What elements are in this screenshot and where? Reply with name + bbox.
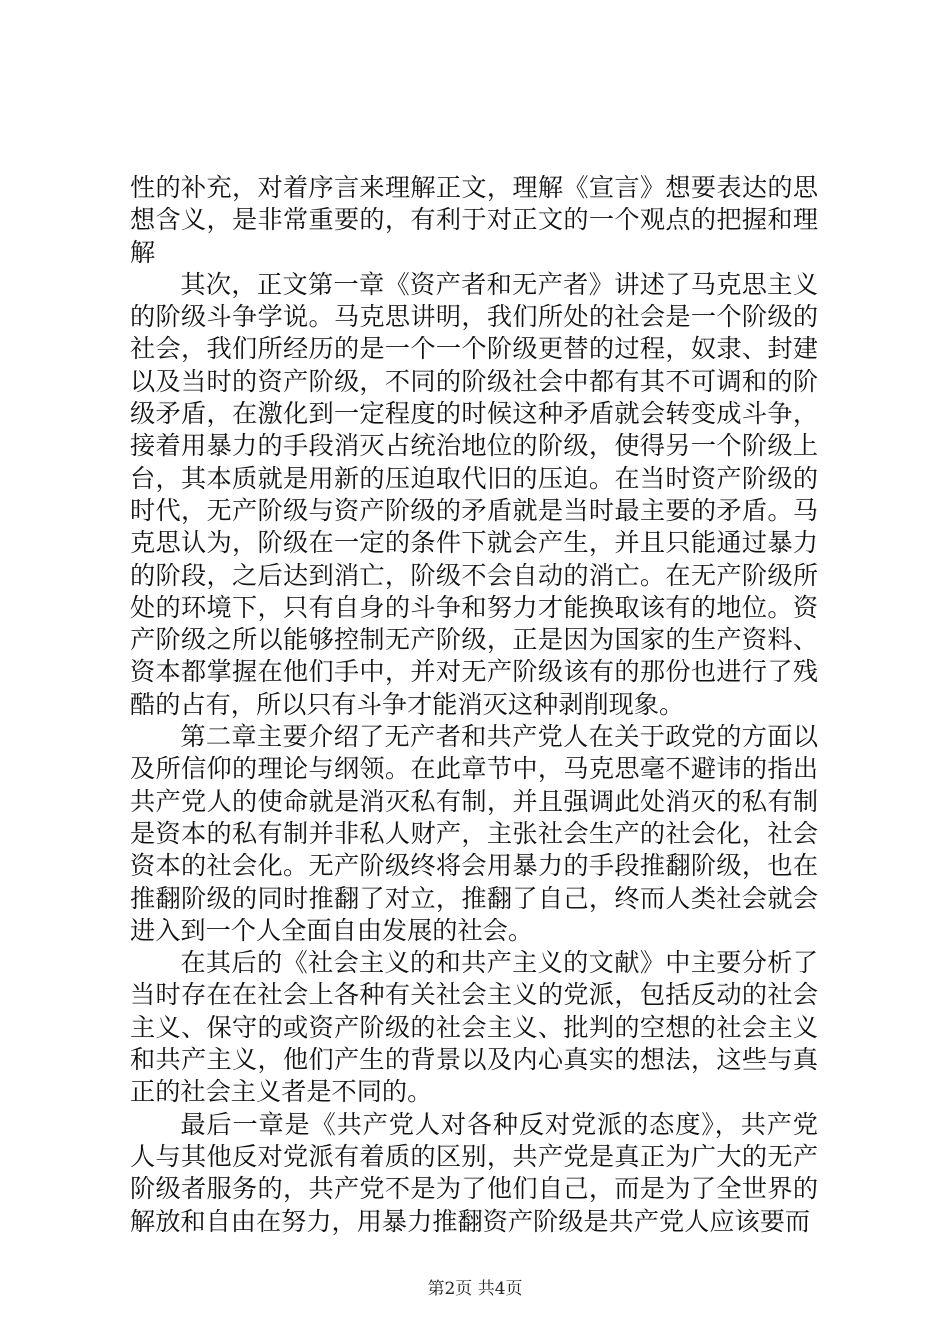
paragraph-chapter-two: 第二章主要介绍了无产者和共产党人在关于政党的方面以及所信仰的理论与纲领。在此章节中，马克思毫不避讳的指出共产党人的使命就是消灭私有制，并且强调此处消灭的私有制是资本的私有制并非私人财产，主张社会生产的社会化，社会资本的社会化。无产阶级终将会用暴力的手段推翻阶级，也在推翻阶级的同时推翻了对立，推翻了自己，终而人类社会就会进入到一个人全面自由发展的社会。 — [130, 722, 818, 945]
paragraph-continued: 性的补充，对着序言来理解正文，理解《宣言》想要表达的思想含义，是非常重要的，有利于对正文的一个观点的把握和理解 — [130, 173, 818, 267]
paragraph-socialist-literature: 在其后的《社会主义的和共产主义的文献》中主要分析了当时存在在社会上各种有关社会主义的党派，包括反动的社会主义、保守的或资产阶级的社会主义、批判的空想的社会主义和共产主义，他们产生的背景以及内心真实的想法，这些与真正的社会主义者是不同的。 — [130, 948, 818, 1107]
page-number-footer: 第2页 共4页 — [427, 1279, 523, 1299]
paragraph-chapter-one: 其次，正文第一章《资产者和无产者》讲述了马克思主义的阶级斗争学说。马克思讲明，我们所处的社会是一个阶级的社会，我们所经历的是一个一个阶级更替的过程，奴隶、封建以及当时的资产阶级，不同的阶级社会中都有其不可调和的阶级矛盾，在激化到一定程度的时候这种矛盾就会转变成斗争，接着用暴力的手段消灭占统治地位的阶级，使得另一个阶级上台，其本质就是用新的压迫取代旧的压迫。在当时资产阶级的时代，无产阶级与资产阶级的矛盾就是当时最主要的矛盾。马克思认为，阶级在一定的条件下就会产生，并且只能通过暴力的阶段，之后达到消亡，阶级不会自动的消亡。在无产阶级所处的环境下，只有自身的斗争和努力才能换取该有的地位。资产阶级之所以能够控制无产阶级，正是因为国家的生产资料、资本都掌握在他们手中，并对无产阶级该有的那份也进行了残酷的占有，所以只有斗争才能消灭这种剥削现象。 — [130, 269, 818, 719]
paragraph-final-chapter: 最后一章是《共产党人对各种反对党派的态度》，共产党人与其他反对党派有着质的区别，共产党是真正为广大的无产阶级者服务的，共产党不是为了他们自己，而是为了全世界的解放和自由在努力，用暴力推翻资产阶级是共产党人应该要而 — [130, 1109, 818, 1236]
document-body — [130, 172, 818, 1238]
